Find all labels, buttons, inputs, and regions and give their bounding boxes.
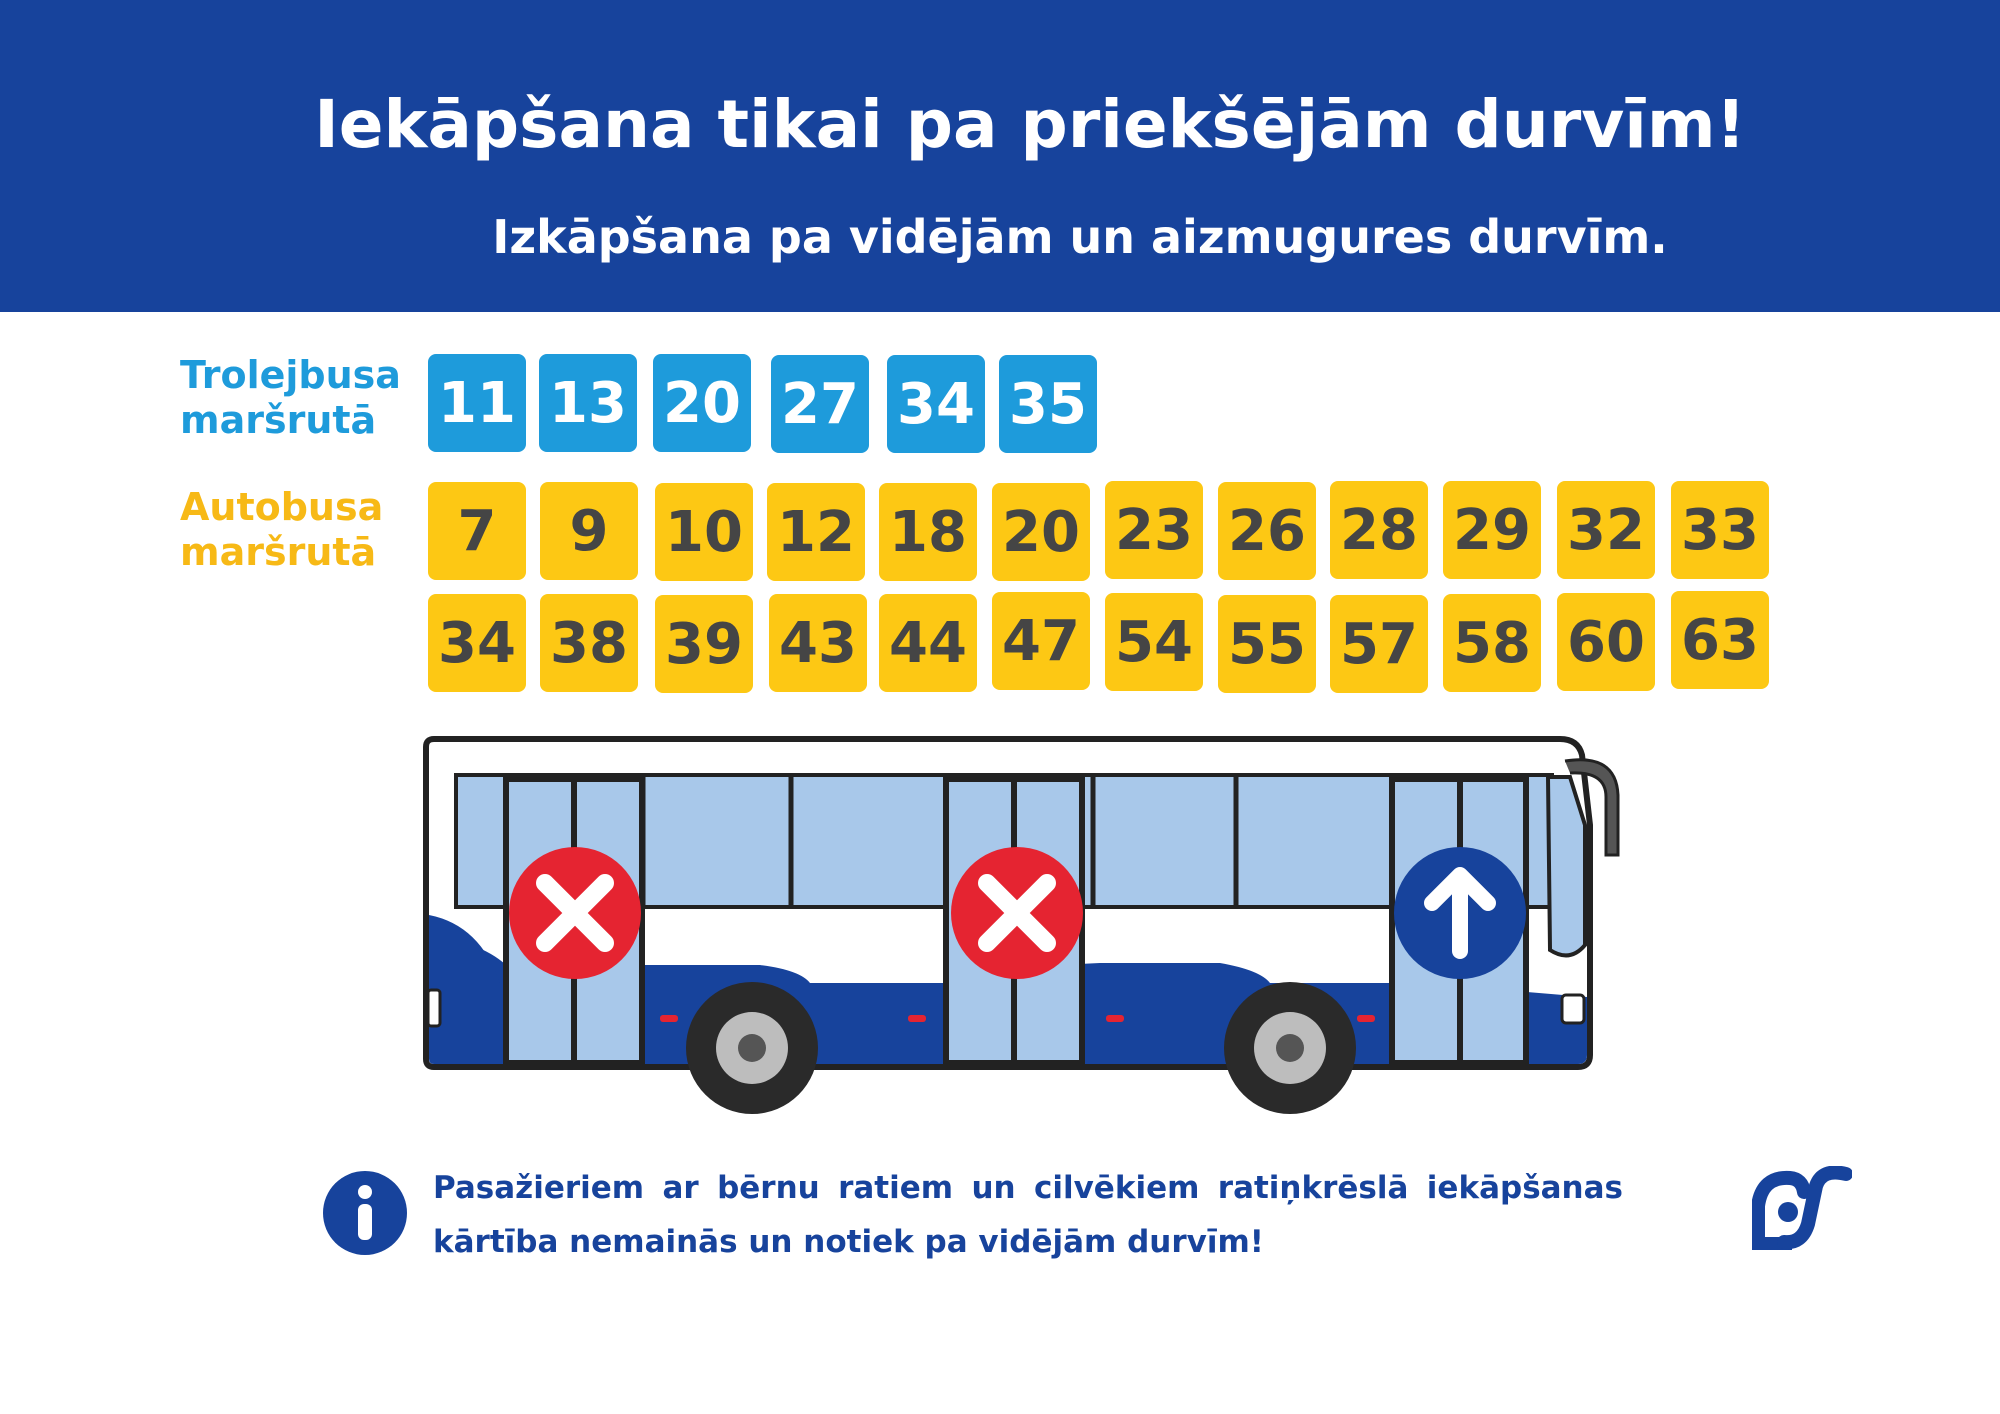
bus-route-badge: 47	[992, 592, 1090, 690]
trolleybus-route-badge: 20	[653, 354, 751, 452]
bus-route-badge: 26	[1218, 482, 1316, 580]
x-icon	[951, 847, 1083, 979]
info-message: Pasažieriem ar bērnu ratiem un cilvēkiem ratiņkrēslā iekāpšanas kārtība nemainās un notiek pa vidējām durvīm!	[433, 1170, 1623, 1260]
bus-route-badge: 12	[767, 483, 865, 581]
bus-label-line1: Autobusa	[180, 485, 384, 529]
bus-routes-label	[180, 485, 383, 575]
bus-route-badge: 29	[1443, 481, 1541, 579]
trolleybus-label-line1: Trolejbusa	[180, 353, 401, 397]
info-icon	[322, 1170, 408, 1256]
bus-route-badge: 28	[1330, 481, 1428, 579]
bus-route-badge: 10	[655, 483, 753, 581]
bus-route-badge: 58	[1443, 594, 1541, 692]
bus-route-badge: 23	[1105, 481, 1203, 579]
bus-route-badge: 18	[879, 483, 977, 581]
bus-route-badge: 43	[769, 594, 867, 692]
page-subtitle: Izkāpšana pa vidējām un aizmugures durvīm.	[492, 210, 1668, 264]
bus-route-badge: 9	[540, 482, 638, 580]
bus-route-badge: 39	[655, 595, 753, 693]
bus-route-badge: 44	[879, 594, 977, 692]
trolleybus-route-badge: 13	[539, 354, 637, 452]
trolleybus-label-line2: maršrutā	[180, 398, 377, 442]
bus-route-badge: 20	[992, 483, 1090, 581]
bus-route-badge: 38	[540, 594, 638, 692]
bus-route-badge: 63	[1671, 591, 1769, 689]
bus-route-badge: 7	[428, 482, 526, 580]
trolleybus-routes-label	[180, 353, 401, 443]
bus-label-line2: maršrutā	[180, 530, 377, 574]
bus-route-badge: 34	[428, 594, 526, 692]
bus-illustration	[420, 725, 1640, 1135]
trolleybus-route-badge: 35	[999, 355, 1097, 453]
rigas-satiksme-logo	[1752, 1166, 1852, 1250]
bus-route-badge: 55	[1218, 595, 1316, 693]
trolleybus-route-badge: 11	[428, 354, 526, 452]
bus-route-badge: 33	[1671, 481, 1769, 579]
trolleybus-route-badge: 34	[887, 355, 985, 453]
bus-route-badge: 60	[1557, 593, 1655, 691]
header-banner	[0, 0, 2000, 312]
bus-route-badge: 54	[1105, 593, 1203, 691]
arrow-up-icon	[1394, 847, 1526, 979]
rear-wheel	[686, 982, 818, 1114]
front-wheel	[1224, 982, 1356, 1114]
bus-route-badge: 57	[1330, 595, 1428, 693]
x-icon	[509, 847, 641, 979]
trolleybus-route-badge: 27	[771, 355, 869, 453]
page-title: Iekāpšana tikai pa priekšējām durvīm!	[314, 86, 1746, 163]
bus-route-badge: 32	[1557, 481, 1655, 579]
